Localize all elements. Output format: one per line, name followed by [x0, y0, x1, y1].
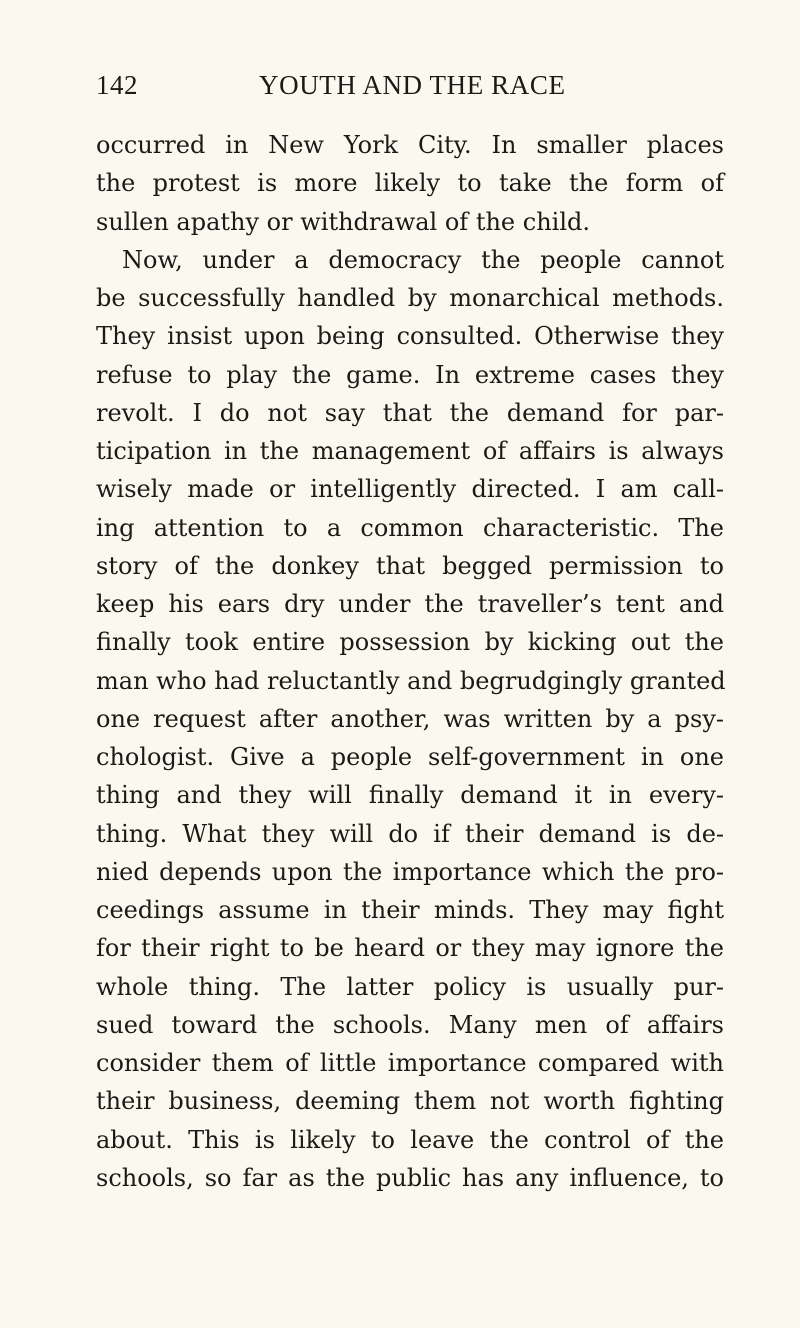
text-line: They insist upon being consulted. Otherwise they	[96, 322, 724, 351]
text-line: story of the donkey that begged permission to	[96, 551, 724, 580]
text-line: the protest is more likely to take the form of	[96, 169, 724, 198]
text-line: schools, so far as the public has any influence, to	[96, 1163, 724, 1192]
text-line: ticipation in the management of affairs is always	[96, 437, 724, 465]
running-title: YOUTH AND THE RACE	[259, 70, 566, 100]
text-line: nied depends upon the importance which the pro-	[96, 857, 724, 886]
text-line: ceedings assume in their minds. They may fight	[96, 896, 724, 924]
text-line: refuse to play the game. In extreme cases they	[96, 360, 724, 389]
text-line: one request after another, was written by a psy-	[96, 704, 724, 733]
text-line: man who had reluctantly and begrudgingly granted	[96, 666, 726, 695]
page-number: 142	[96, 70, 138, 100]
text-line: be successfully handled by monarchical methods.	[96, 284, 724, 312]
text-line: Now, under a democracy the people cannot	[122, 245, 724, 274]
body-text	[96, 126, 724, 1197]
text-line: sullen apathy or withdrawal of the child.	[96, 207, 590, 236]
text-line: their business, deeming them not worth fighting	[96, 1087, 724, 1116]
text-line: revolt. I do not say that the demand for par-	[96, 398, 724, 427]
text-line: thing and they will finally demand it in every-	[96, 781, 724, 810]
text-line: about. This is likely to leave the control of the	[96, 1125, 724, 1154]
text-line: whole thing. The latter policy is usually pur-	[96, 972, 724, 1001]
running-head	[96, 70, 714, 104]
text-line: wisely made or intelligently directed. I am call-	[96, 475, 724, 504]
text-line: for their right to be heard or they may ignore the	[96, 934, 724, 963]
text-line: ing attention to a common characteristic. The	[96, 513, 724, 542]
text-line: sued toward the schools. Many men of affairs	[96, 1010, 724, 1039]
text-line: chologist. Give a people self-government in one	[96, 743, 724, 771]
text-line: occurred in New York City. In smaller places	[96, 131, 724, 159]
text-line: consider them of little importance compared with	[96, 1049, 724, 1077]
text-line: thing. What they will do if their demand is de-	[96, 819, 724, 848]
text-line: finally took entire possession by kicking out the	[96, 628, 724, 657]
text-line: keep his ears dry under the traveller’s tent and	[96, 590, 724, 618]
